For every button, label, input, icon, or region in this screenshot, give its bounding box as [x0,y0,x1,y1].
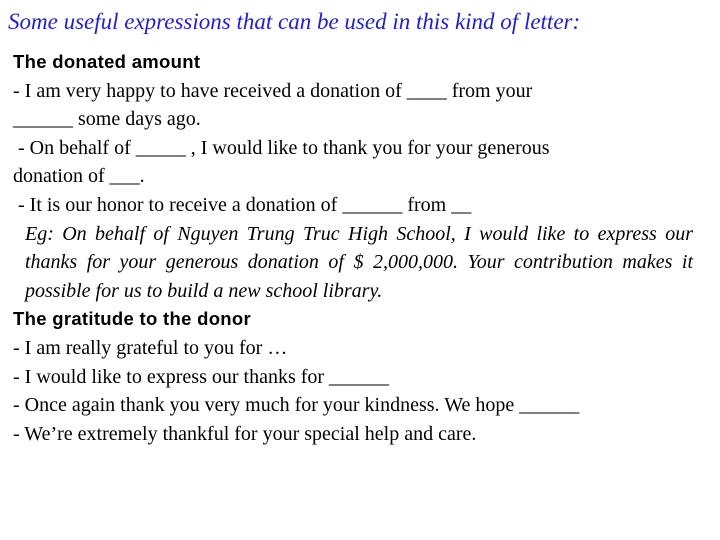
slide-title: Some useful expressions that can be used in this kind of letter: [8,9,581,34]
list-item: ______ some days ago. [13,108,201,131]
section-heading-donated-amount: The donated amount [13,51,201,72]
list-item: - We’re extremely thankful for your special help and care. [13,422,477,445]
list-item: - I would like to express our thanks for ______ [13,365,390,388]
slide-body [13,48,713,448]
list-item: - I am really grateful to you for … [13,336,288,359]
list-item: - It is our honor to receive a donation of ______ from __ [18,193,472,216]
list-item: - On behalf of _____ , I would like to thank you for your generous [18,136,550,159]
section-heading-gratitude: The gratitude to the donor [13,308,252,330]
list-item: - Once again thank you very much for your kindness. We hope ______ [13,394,580,417]
list-item: donation of ___. [13,165,145,188]
example-paragraph: Eg: On behalf of Nguyen Trung Truc High School, I would like to express our thanks for your generous donation of $ 2,000,000. Your contribution makes it possible for us to build a new school library. [25,222,693,302]
list-item: - I am very happy to have received a donation of ____ from your [13,79,533,102]
